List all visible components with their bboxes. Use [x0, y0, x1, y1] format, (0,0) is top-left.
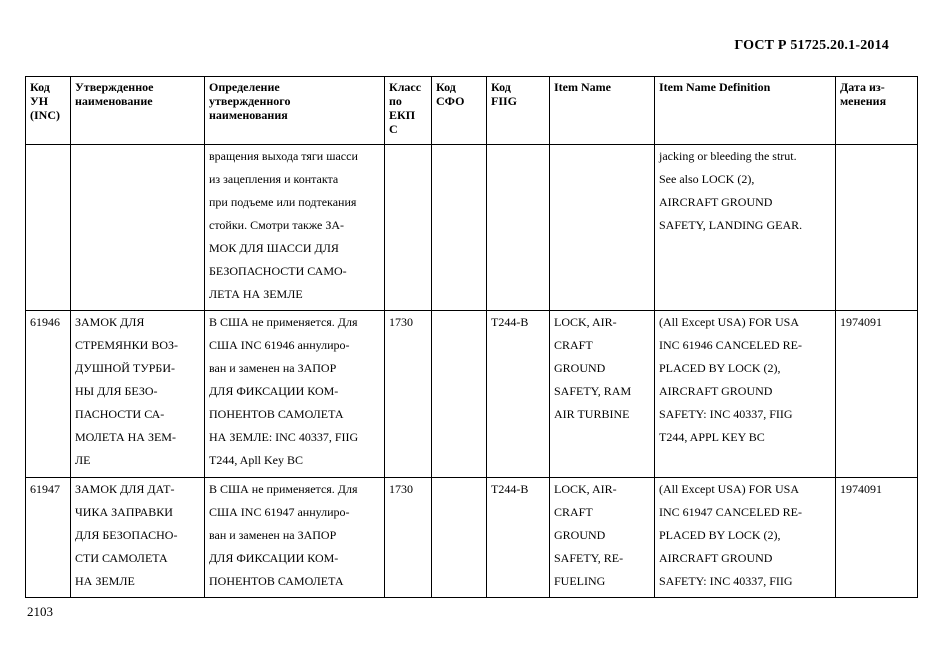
cell-change-date: [836, 145, 918, 311]
cell-line: PLACED BY LOCK (2),: [659, 528, 781, 542]
standard-code: ГОСТ Р 51725.20.1-2014: [734, 38, 889, 53]
cell-line: jacking or bleeding the strut.: [659, 149, 797, 163]
cell-line: SAFETY, LANDING GEAR.: [659, 218, 803, 232]
cell-item-name: [550, 478, 655, 598]
cell-line: В США не применяется. Для: [209, 315, 358, 329]
cell-sfo: [432, 145, 487, 311]
cell-line: СТИ САМОЛЕТА: [75, 551, 168, 565]
cell-line: НА ЗЕМЛЕ: [75, 574, 135, 588]
header-line: Код: [436, 80, 456, 94]
header-line: Item Name Definition: [659, 80, 771, 94]
cell-line: В США не применяется. Для: [209, 482, 358, 496]
cell-line: БЕЗОПАСНОСТИ САМО-: [209, 264, 347, 278]
cell-line: CRAFT: [554, 338, 593, 352]
cell-value: T244-B: [491, 315, 529, 329]
cell-line: T244, APPL KEY BC: [659, 430, 765, 444]
cell-line: ЛЕТА НА ЗЕМЛЕ: [209, 287, 303, 301]
cell-line: SAFETY, RE-: [554, 551, 624, 565]
header-line: менения: [840, 94, 887, 108]
cell-line: ЧИКА ЗАПРАВКИ: [75, 505, 173, 519]
table-row: [26, 311, 918, 478]
header-line: С: [389, 122, 398, 136]
reference-table: [25, 76, 918, 598]
col-header-fiig: [487, 77, 550, 145]
cell-line: PLACED BY LOCK (2),: [659, 361, 781, 375]
cell-line: США INC 61946 аннулиро-: [209, 338, 350, 352]
cell-line: НА ЗЕМЛЕ: INC 40337, FIIG: [209, 430, 359, 444]
col-header-definition: [205, 77, 385, 145]
cell-line: SAFETY: INC 40337, FIIG: [659, 407, 793, 421]
cell-line: CRAFT: [554, 505, 593, 519]
cell-value: T244-B: [491, 482, 529, 496]
col-header-inc: [26, 77, 71, 145]
cell-item-name-definition: [655, 311, 836, 478]
cell-line: (All Except USA) FOR USA: [659, 482, 799, 496]
cell-line: AIRCRAFT GROUND: [659, 384, 773, 398]
cell-line: ДЛЯ ФИКСАЦИИ КОМ-: [209, 551, 339, 565]
cell-definition: [205, 145, 385, 311]
cell-value: 61946: [30, 315, 60, 329]
cell-line: INC 61947 CANCELED RE-: [659, 505, 802, 519]
cell-item-name: [550, 145, 655, 311]
col-header-approved-name: [71, 77, 205, 145]
cell-value: 1730: [389, 315, 413, 329]
cell-line: GROUND: [554, 528, 606, 542]
cell-value: 1974091: [840, 315, 882, 329]
header-line: Код: [30, 80, 50, 94]
cell-line: AIRCRAFT GROUND: [659, 195, 773, 209]
cell-line: стойки. Смотри также ЗА-: [209, 218, 345, 232]
header-line: Item Name: [554, 80, 611, 94]
cell-class: [385, 145, 432, 311]
cell-item-name-definition: [655, 145, 836, 311]
header-line: наименования: [209, 108, 288, 122]
cell-line: FUELING: [554, 574, 606, 588]
cell-line: SAFETY, RAM: [554, 384, 632, 398]
cell-line: LOCK, AIR-: [554, 482, 617, 496]
cell-line: ЛЕ: [75, 453, 91, 467]
cell-line: AIRCRAFT GROUND: [659, 551, 773, 565]
header-line: Код: [491, 80, 511, 94]
header-line: утвержденного: [209, 94, 291, 108]
cell-line: ПОНЕНТОВ САМОЛЕТА: [209, 574, 344, 588]
cell-line: INC 61946 CANCELED RE-: [659, 338, 802, 352]
cell-line: GROUND: [554, 361, 606, 375]
header-line: ЕКП: [389, 108, 416, 122]
cell-definition: [205, 311, 385, 478]
cell-item-name: [550, 311, 655, 478]
cell-fiig: [487, 478, 550, 598]
cell-sfo: [432, 478, 487, 598]
table-header-row: [26, 77, 918, 145]
header-line: СФО: [436, 94, 465, 108]
header-line: наименование: [75, 94, 153, 108]
cell-line: ЗАМОК ДЛЯ: [75, 315, 145, 329]
cell-approved-name: [71, 478, 205, 598]
header-line: по: [389, 94, 402, 108]
cell-value: 61947: [30, 482, 60, 496]
cell-class: [385, 478, 432, 598]
header-line: Дата из-: [840, 80, 885, 94]
cell-line: МОЛЕТА НА ЗЕМ-: [75, 430, 176, 444]
cell-class: [385, 311, 432, 478]
page-number: 2103: [27, 604, 53, 619]
cell-line: из зацепления и контакта: [209, 172, 339, 186]
cell-line: ДУШНОЙ ТУРБИ-: [75, 361, 175, 375]
cell-inc: [26, 145, 71, 311]
cell-line: США INC 61947 аннулиро-: [209, 505, 350, 519]
cell-change-date: [836, 478, 918, 598]
cell-item-name-definition: [655, 478, 836, 598]
cell-line: ЗАМОК ДЛЯ ДАТ-: [75, 482, 175, 496]
header-line: (INC): [30, 108, 60, 122]
cell-approved-name: [71, 311, 205, 478]
cell-change-date: [836, 311, 918, 478]
cell-line: при подъеме или подтекания: [209, 195, 357, 209]
cell-line: СТРЕМЯНКИ ВОЗ-: [75, 338, 179, 352]
cell-inc: [26, 311, 71, 478]
cell-fiig: [487, 145, 550, 311]
cell-line: ПОНЕНТОВ САМОЛЕТА: [209, 407, 344, 421]
cell-line: See also LOCK (2),: [659, 172, 755, 186]
cell-line: НЫ ДЛЯ БЕЗО-: [75, 384, 158, 398]
cell-line: LOCK, AIR-: [554, 315, 617, 329]
cell-line: МОК ДЛЯ ШАССИ ДЛЯ: [209, 241, 339, 255]
cell-fiig: [487, 311, 550, 478]
cell-approved-name: [71, 145, 205, 311]
cell-inc: [26, 478, 71, 598]
cell-line: T244, Apll Key BC: [209, 453, 304, 467]
cell-value: 1730: [389, 482, 413, 496]
col-header-sfo: [432, 77, 487, 145]
header-line: УН: [30, 94, 49, 108]
cell-line: ДЛЯ ФИКСАЦИИ КОМ-: [209, 384, 339, 398]
col-header-change-date: [836, 77, 918, 145]
header-line: Утвержденное: [75, 80, 154, 94]
cell-line: ДЛЯ БЕЗОПАСНО-: [75, 528, 178, 542]
cell-sfo: [432, 311, 487, 478]
cell-line: SAFETY: INC 40337, FIIG: [659, 574, 793, 588]
col-header-item-name-definition: [655, 77, 836, 145]
table-row: [26, 145, 918, 311]
cell-line: AIR TURBINE: [554, 407, 630, 421]
header-line: Класс: [389, 80, 422, 94]
cell-line: ван и заменен на ЗАПОР: [209, 361, 337, 375]
col-header-item-name: [550, 77, 655, 145]
cell-definition: [205, 478, 385, 598]
cell-line: ПАСНОСТИ СА-: [75, 407, 165, 421]
cell-line: ван и заменен на ЗАПОР: [209, 528, 337, 542]
cell-line: (All Except USA) FOR USA: [659, 315, 799, 329]
table-row: [26, 478, 918, 598]
header-line: Определение: [209, 80, 280, 94]
header-line: FIIG: [491, 94, 518, 108]
col-header-class: [385, 77, 432, 145]
cell-value: 1974091: [840, 482, 882, 496]
cell-line: вращения выхода тяги шасси: [209, 149, 358, 163]
